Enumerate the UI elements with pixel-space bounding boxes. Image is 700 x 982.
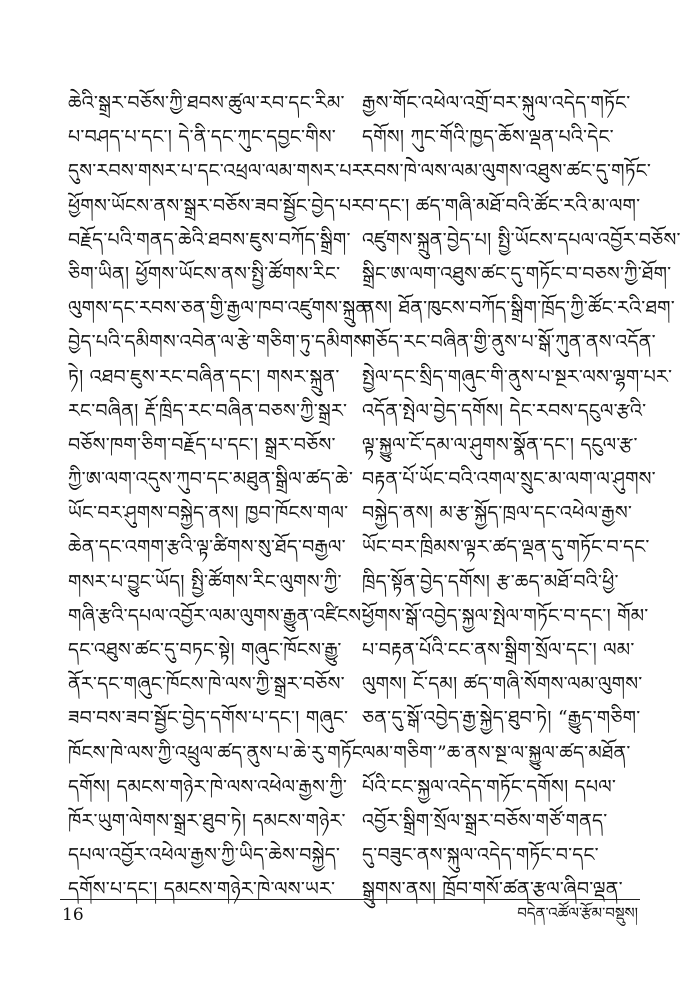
text-column-left bbox=[68, 86, 373, 907]
text-line: ལུགས། ངོ་དམ། ཚད་གཞི་སོགས་ལམ་ལུགས་ bbox=[362, 673, 643, 696]
text-line: ཆེའི་སྒྲར་བཅོས་ཀྱི་ཐབས་ཚུལ་རབ་དང་རིམ་ bbox=[68, 92, 345, 114]
text-line: གཞི་རྩའི་དཔལ་འབྱོར་ལམ་ལུགས་རྒྱུན་འཛིངས་ bbox=[68, 604, 366, 627]
text-line: གཅོད་རང་བཞིན་གྱི་ནུས་པ་སྒོ་ཀུན་ནས་འདོན་ bbox=[362, 331, 656, 354]
text-line: སྤྱེལ་དང་སྲིད་གཞུང་གི་ནུས་པ་སྔར་ལས་ལྷག་པར་ bbox=[362, 365, 673, 388]
footer-divider bbox=[60, 899, 640, 900]
text-line: ལྟ་སྐྱུལ་ངོ་དམ་ལ་ཤུགས་སྣོན་དང་། དངུལ་རྩ་ bbox=[362, 433, 638, 456]
text-line: ཕྱོགས་ཡོངས་ནས་སྒྲར་བཅོས་ཟབ་སྦྱོང་བྱེད་པར་ bbox=[68, 194, 368, 217]
text-line: ནས། ཐོན་ཁུངས་བཀོད་སྒྲིག་ཁྲོད་ཀྱི་ཚོང་རའི་ཐག་ bbox=[362, 297, 675, 320]
text-line: བཅོས་ཁག་ཅིག་བརྗོད་པ་དང་། སྒྲར་བཅོས་ bbox=[68, 433, 336, 456]
text-line: གསར་པ་བྱུང་ཡོད། སྤྱི་ཚོགས་རིང་ལུགས་ཀྱི་ bbox=[68, 570, 342, 593]
text-column-right bbox=[362, 86, 681, 907]
text-line: ཅིག་ཡིན། ཕྱོགས་ཡོངས་ནས་སྤྱི་ཚོགས་རིང་ bbox=[68, 262, 341, 285]
text-line: འཛུགས་སྐྲུན་བྱེད་པ། སྤྱི་ཡོངས་དཔལ་འབྱོར་བཅོས་ bbox=[362, 228, 681, 251]
text-line: དུ་བཟུང་ནས་སྐུལ་འདེད་གཏོང་བ་དང་ bbox=[362, 844, 599, 867]
text-line: ལམ་གཅིག་”ཆ་ནས་སྔ་ལ་སྐྱུལ་ཚད་མཐོན་ bbox=[362, 741, 631, 764]
text-line: རྒྱས་གོང་འཕེལ་འགྲོ་བར་སྐུལ་འདེད་གཏོང་ bbox=[362, 92, 631, 114]
text-line: ཟབ་བས་ཟབ་སྦྱོང་བྱེད་དགོས་པ་དང་། གཞུང་ bbox=[68, 707, 349, 730]
page-number: 16 bbox=[62, 905, 84, 925]
text-line: ཁྲིད་སྟོན་བྱེད་དགོས། རྩ་ཆད་མཐོ་བའི་ཕྱི་ bbox=[362, 570, 619, 593]
text-line: ཕྱོགས་སྒོ་འབྱེད་སྐྱལ་སྤེལ་གཏོང་བ་དང་། གོམ་ bbox=[362, 604, 649, 627]
text-line: པོའི་ངང་སྐྱལ་འདེད་གཏོང་དགོས། དཔལ་ bbox=[362, 775, 617, 798]
text-line: འདོན་སྤེལ་བྱེད་དགོས། དེང་རབས་དངུལ་རྩའི་ bbox=[362, 399, 647, 422]
text-line: དུས་རབས་གསར་པ་དང་འཕྲལ་ལམ་གསར་པར་ bbox=[68, 160, 368, 183]
text-line: དགོས། ཀུང་གོའི་ཁྱད་ཆོས་ལྡན་པའི་དེང་ bbox=[362, 126, 614, 149]
text-line: རང་བཞིན། རྡོ་ཁྲིད་རང་བཞིན་བཅས་ཀྱི་སྒྲར་ bbox=[68, 399, 348, 422]
text-line: ནོར་དང་གཞུང་ཁོངས་ཁེ་ལས་ཀྱི་སྒྲར་བཅོས་ bbox=[68, 673, 345, 696]
text-line: འབྱོར་སྒྲིག་སྲོལ་སྒྲར་བཅོས་གཙོ་གནད་ bbox=[362, 809, 608, 832]
text-line: ཅན་དུ་སྒོ་འབྱེད་རྒྱ་སྐྱེད་ཐུབ་ཏེ། “རྒྱུད་གཅིག་ bbox=[362, 707, 641, 730]
text-line: པ་བརྟན་པོའི་ངང་ནས་སྒྲིག་སྲོལ་དང་། ལམ་ bbox=[362, 639, 635, 661]
text-line: ཁོངས་ཁེ་ལས་ཀྱི་འཕྲུལ་ཚད་ནུས་པ་ཆེ་རུ་གཏོང་ bbox=[68, 741, 368, 764]
text-line: རབས་ཁེ་ལས་ལམ་ལུགས་འཐུས་ཚང་དུ་གཏོང་ bbox=[362, 160, 652, 183]
text-line: དགོས་པ་དང་། དམངས་གཉེར་ཁེ་ལས་ཡར་ bbox=[68, 878, 336, 901]
text-line: དགོས། དམངས་གཉེར་ཁེ་ལས་འཕེལ་རྒྱས་ཀྱི་ bbox=[68, 775, 348, 798]
text-line: བསྐྱེད་ནས། མ་རྩ་སྐྱོད་ཁྲལ་དང་འཕེལ་རྒྱས་ bbox=[362, 502, 633, 525]
text-line: དང་འཐུས་ཚང་དུ་བཏང་སྟེ། གཞུང་ཁོངས་རྒྱུ་ bbox=[68, 639, 342, 661]
text-line: པ་བཤད་པ་དང་། དེ་ནི་དང་ཀུང་དབྱང་གིས་ bbox=[68, 126, 336, 149]
text-line: ཁོར་ཡུག་ལེགས་སྒྲར་ཐུབ་ཏེ། དམངས་གཉེར་ bbox=[68, 809, 346, 832]
text-line: བྱེད་པའི་དམིགས་འབེན་ལ་རྩེ་གཅིག་ཏུ་དམིགས་ bbox=[68, 331, 371, 354]
text-line: བརྗོད་པའི་གནད་ཆེའི་ཐབས་ཇུས་བཀོད་སྒྲིག་ bbox=[68, 228, 351, 251]
text-line: བརྟན་པོ་ཡོང་བའི་འགལ་སྲུང་མ་ལག་ལ་ཤུགས་ bbox=[362, 468, 656, 491]
text-line: སྒྲིང་ཨ་ལག་འཐུས་ཚང་དུ་གཏོང་བ་བཅས་ཀྱི་ཐོག་ bbox=[362, 262, 672, 285]
running-footer-title: བདེན་འཚོལ་རྩོམ་བསྡུས། bbox=[517, 904, 638, 922]
text-line: ཡོང་བར་ཤུགས་བསྐྱེད་ནས། ཁྱབ་ཁོངས་གལ་ bbox=[68, 502, 349, 525]
text-line: བ་དང་། ཚད་གཞི་མཐོ་བའི་ཚོང་རའི་མ་ལག་ bbox=[362, 194, 641, 217]
text-line: ཆེན་དང་འགག་རྩའི་ལྟ་ཚིགས་སུ་ཐོད་བརྒྱལ་ bbox=[68, 536, 346, 559]
text-line: ཏེ། འཐབ་ཇུས་རང་བཞིན་དང་། གསར་སྐྲུན་ bbox=[68, 365, 340, 388]
text-line: དཔལ་འབྱོར་འཕེལ་རྒྱས་ཀྱི་ཡིད་ཆེས་བསྐྱེད་ bbox=[68, 844, 341, 867]
text-line: ཀྱི་ཨ་ལག་འདུས་ཀུབ་དང་མཐུན་སྒྲིལ་ཚད་ཆེ་ bbox=[68, 468, 354, 491]
text-line: སྒྲུགས་ནས། ཁྲོབ་གསོ་ཚན་རྩལ་ཞིབ་ལྡན་ bbox=[362, 878, 623, 901]
text-line: ཡོང་བར་ཁྲིམས་ལྟར་ཚད་ལྡན་དུ་གཏོང་བ་དང་ bbox=[362, 536, 650, 559]
text-line: ལུགས་དང་རབས་ཅན་གྱི་རྒྱལ་ཁབ་འཛུགས་སྐྲུན་ bbox=[68, 297, 373, 320]
